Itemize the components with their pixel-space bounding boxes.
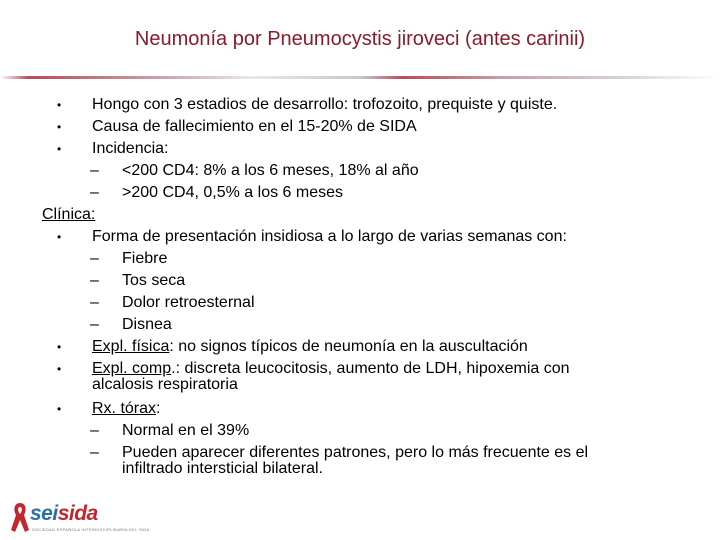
- bullet-marker: •: [57, 230, 62, 244]
- title-divider: [0, 76, 720, 79]
- dash-marker: –: [90, 250, 99, 267]
- bullet-text: Rx. tórax:: [92, 400, 161, 417]
- bullet-text: Hongo con 3 estadios de desarrollo: trofozoito, prequiste y quiste.: [92, 96, 558, 113]
- logo-wordmark: seisida: [30, 502, 98, 525]
- dash-marker: –: [90, 272, 99, 289]
- sub-item-text: >200 CD4, 0,5% a los 6 meses: [122, 184, 344, 201]
- sub-item-text: Pueden aparecer diferentes patrones, pero lo más frecuente es el: [122, 444, 589, 461]
- sub-item-text: Disnea: [122, 316, 172, 333]
- sub-item-text: <200 CD4: 8% a los 6 meses, 18% al año: [122, 162, 419, 179]
- slide-title: Neumonía por Pneumocystis jiroveci (antes carinii): [134, 28, 586, 50]
- sub-item-text: Fiebre: [122, 250, 168, 267]
- bullet-text-continuation: alcalosis respiratoria: [92, 376, 238, 393]
- section-heading-clinica: Clínica:: [42, 206, 96, 223]
- bullet-marker: •: [57, 142, 62, 156]
- dash-marker: –: [90, 444, 99, 461]
- sub-item-text-continuation: infiltrado intersticial bilateral.: [122, 460, 323, 477]
- bullet-marker: •: [57, 120, 62, 134]
- bullet-text: Expl. física: no signos típicos de neumonía en la auscultación: [92, 338, 528, 355]
- dash-marker: –: [90, 184, 99, 201]
- seisida-logo: [8, 500, 150, 536]
- dash-marker: –: [90, 422, 99, 439]
- bullet-marker: •: [57, 362, 62, 376]
- red-ribbon-icon: [8, 500, 32, 536]
- dash-marker: –: [90, 316, 99, 333]
- sub-item-text: Tos seca: [122, 272, 186, 289]
- sub-item-text: Dolor retroesternal: [122, 294, 255, 311]
- dash-marker: –: [90, 294, 99, 311]
- dash-marker: –: [90, 162, 99, 179]
- bullet-marker: •: [57, 402, 62, 416]
- bullet-text: Causa de fallecimiento en el 15-20% de SIDA: [92, 118, 417, 135]
- bullet-marker: •: [57, 340, 62, 354]
- bullet-text: Forma de presentación insidiosa a lo largo de varias semanas con:: [92, 228, 567, 245]
- logo-subtitle: SOCIEDAD ESPAÑOLA INTERDISCIPLINARIA DEL SIDA: [32, 527, 150, 532]
- bullet-text: Expl. comp.: discreta leucocitosis, aumento de LDH, hipoxemia con: [92, 360, 570, 377]
- sub-item-text: Normal en el 39%: [122, 422, 250, 439]
- bullet-text: Incidencia:: [92, 140, 169, 157]
- bullet-marker: •: [57, 98, 62, 112]
